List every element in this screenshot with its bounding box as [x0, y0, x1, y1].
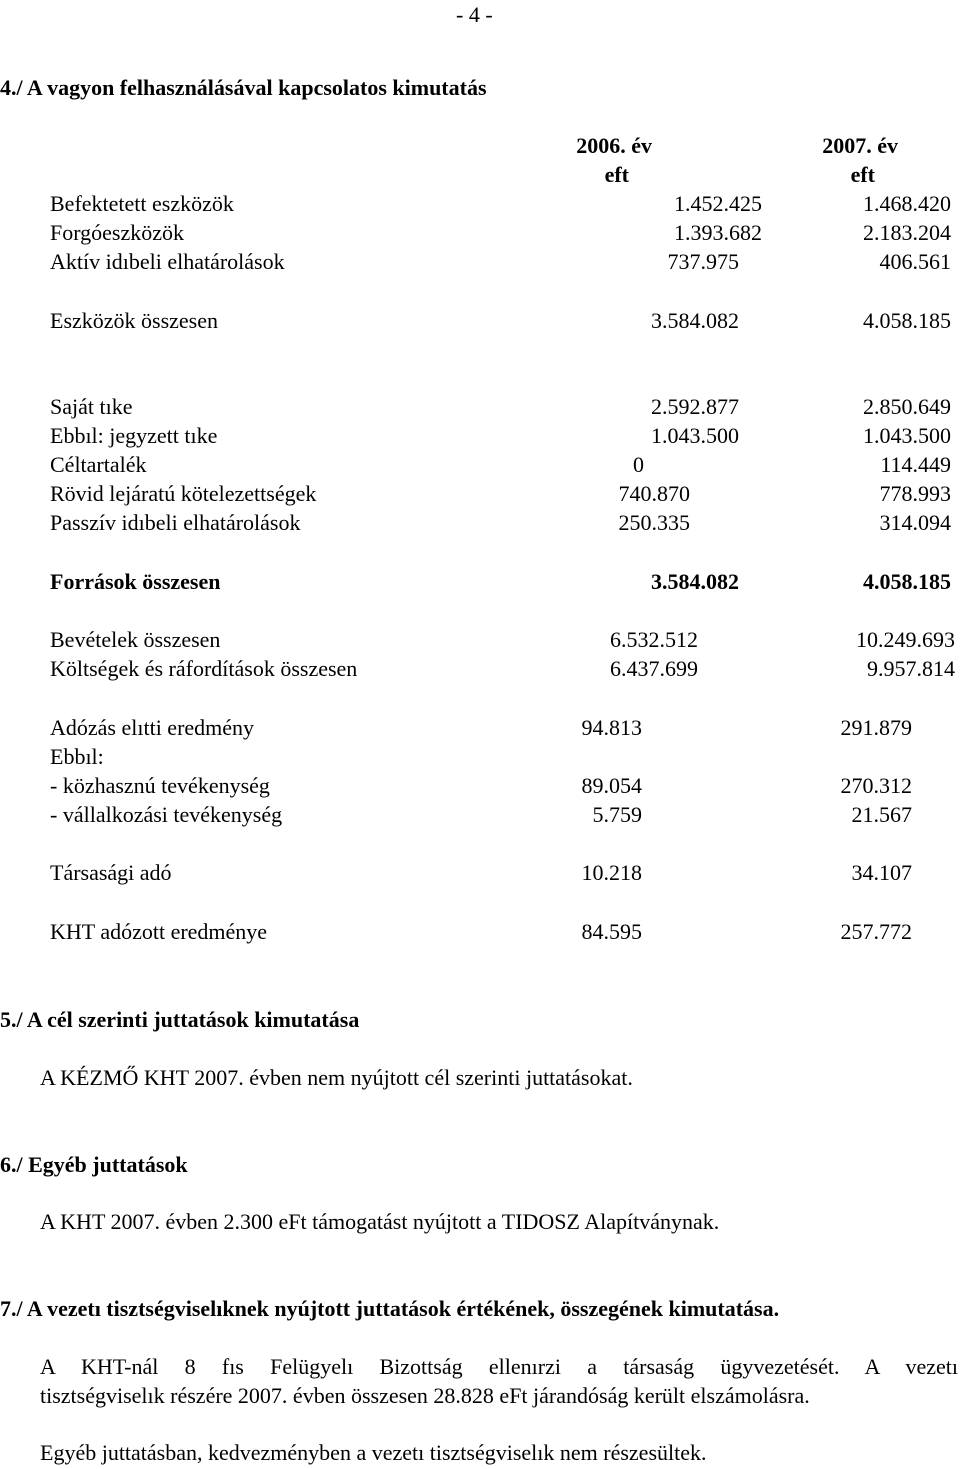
liability-row-2007: 778.993: [879, 481, 951, 506]
liabilities-total-2007: 4.058.185: [863, 569, 951, 594]
breakdown-row-2006: 89.054: [581, 773, 642, 798]
income-row-2006: 6.532.512: [610, 627, 698, 652]
income-row-2006: 6.437.699: [610, 656, 698, 681]
section-7-paragraph-line-1: A KHT-nál 8 fıs Felügyelı Bizottság ellenırzi a társaság ügyvezetését. A vezetı: [40, 1354, 958, 1379]
section-6-title: 6./ Egyéb juttatások: [0, 1152, 188, 1177]
tax-label: Társasági adó: [50, 860, 172, 885]
asset-row-2007: 2.183.204: [863, 220, 951, 245]
liability-row-2007: 114.449: [880, 452, 951, 477]
income-row-2007: 10.249.693: [856, 627, 955, 652]
liability-row-2006: 250.335: [618, 510, 690, 535]
liability-row-label: Passzív idıbeli elhatárolások: [50, 510, 301, 535]
asset-row-2006: 1.393.682: [674, 220, 762, 245]
liability-row-2007: 314.094: [879, 510, 951, 535]
breakdown-row-label: - közhasznú tevékenység: [50, 773, 270, 798]
asset-row-2007: 1.468.420: [863, 191, 951, 216]
asset-row-2007: 406.561: [879, 249, 951, 274]
liability-row-label: Rövid lejáratú kötelezettségek: [50, 481, 317, 506]
col-2006-unit: eft: [604, 162, 629, 187]
liability-row-2006: 740.870: [618, 481, 690, 506]
tax-2006: 10.218: [581, 860, 642, 885]
liability-row-2007: 2.850.649: [863, 394, 951, 419]
liability-row-label: Céltartalék: [50, 452, 147, 477]
pretax-2006: 94.813: [581, 715, 642, 740]
tax-2007: 34.107: [851, 860, 912, 885]
liability-row-label: Saját tıke: [50, 394, 133, 419]
breakdown-row-2007: 21.567: [851, 802, 912, 827]
liabilities-total-label: Források összesen: [50, 569, 221, 594]
liabilities-total-2006: 3.584.082: [651, 569, 739, 594]
section-5-title: 5./ A cél szerinti juttatások kimutatása: [0, 1007, 360, 1032]
section-5-text: A KÉZMŐ KHT 2007. évben nem nyújtott cél szerinti juttatásokat.: [40, 1065, 633, 1090]
asset-row-label: Forgóeszközök: [50, 220, 185, 245]
col-2007-header: 2007. év: [822, 133, 898, 158]
section-7-paragraph-line-2: tisztségviselık részére 2007. évben összesen 28.828 eFt járandóság került elszámolásra.: [40, 1383, 810, 1408]
asset-row-label: Aktív idıbeli elhatárolások: [50, 249, 285, 274]
assets-total-2007: 4.058.185: [863, 308, 951, 333]
section-7-paragraph-2: Egyéb juttatásban, kedvezményben a vezetı tisztségviselık nem részesültek.: [40, 1440, 707, 1465]
liability-row-2006: 2.592.877: [651, 394, 739, 419]
breakdown-row-2007: 270.312: [840, 773, 912, 798]
section-6-text: A KHT 2007. évben 2.300 eFt támogatást nyújtott a TIDOSZ Alapítványnak.: [40, 1209, 720, 1234]
breakdown-row-label: - vállalkozási tevékenység: [50, 802, 283, 827]
income-row-2007: 9.957.814: [867, 656, 955, 681]
assets-total-label: Eszközök összesen: [50, 308, 219, 333]
net-result-label: KHT adózott eredménye: [50, 919, 268, 944]
liability-row-2007: 1.043.500: [863, 423, 951, 448]
section-7-title: 7./ A vezetı tisztségviselıknek nyújtott juttatások értékének, összegének kimutatása.: [0, 1296, 780, 1321]
col-2006-header: 2006. év: [576, 133, 652, 158]
pretax-label: Adózás elıtti eredmény: [50, 715, 255, 740]
asset-row-2006: 1.452.425: [674, 191, 762, 216]
assets-total-2006: 3.584.082: [651, 308, 739, 333]
breakdown-row-2006: 5.759: [592, 802, 642, 827]
liability-row-label: Ebbıl: jegyzett tıke: [50, 423, 218, 448]
pretax-2007: 291.879: [840, 715, 912, 740]
asset-row-label: Befektetett eszközök: [50, 191, 234, 216]
income-row-label: Költségek és ráfordítások összesen: [50, 656, 358, 681]
liability-row-2006: 0: [633, 452, 644, 477]
net-result-2007: 257.772: [840, 919, 912, 944]
of-which-label: Ebbıl:: [50, 744, 104, 769]
liability-row-2006: 1.043.500: [651, 423, 739, 448]
col-2007-unit: eft: [850, 162, 875, 187]
income-row-label: Bevételek összesen: [50, 627, 221, 652]
page-number: - 4 -: [456, 2, 493, 27]
net-result-2006: 84.595: [581, 919, 642, 944]
section-4-title: 4./ A vagyon felhasználásával kapcsolatos kimutatás: [0, 75, 487, 100]
asset-row-2006: 737.975: [667, 249, 739, 274]
